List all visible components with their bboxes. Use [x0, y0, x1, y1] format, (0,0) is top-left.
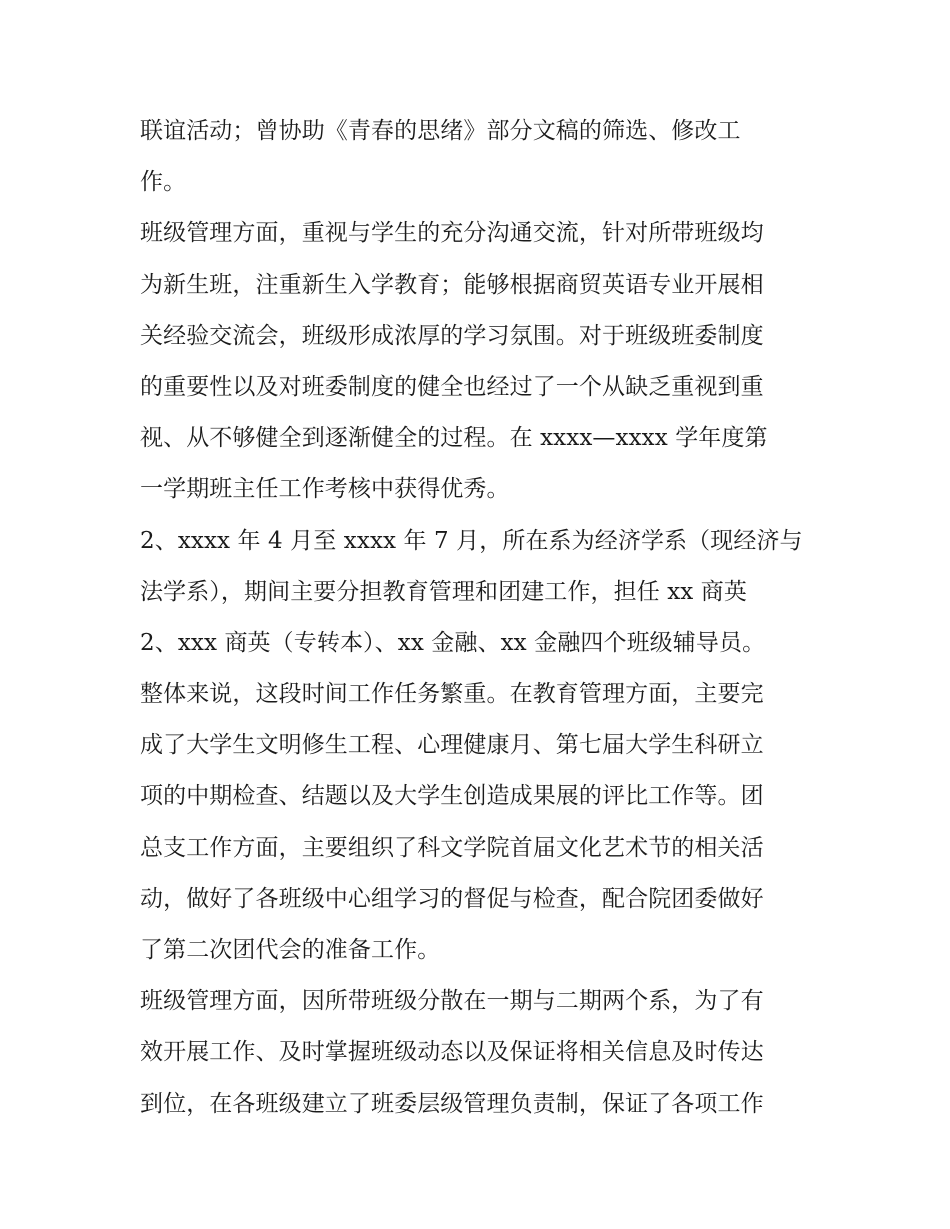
text-line: 项的中期检查、结题以及大学生创造成果展的评比工作等。团 [140, 783, 764, 810]
text-line: 的重要性以及对班委制度的健全也经过了一个从缺乏重视到重 [140, 373, 764, 400]
text-line: 班级管理方面，重视与学生的充分沟通交流，针对所带班级均 [140, 220, 764, 247]
text-line: 法学系），期间主要分担教育管理和团建工作，担任 xx 商英 [140, 578, 747, 605]
text-line: 2、xxxx 年 4 月至 xxxx 年 7 月，所在系为经济学系（现经济与 [140, 527, 803, 554]
document-body [140, 106, 816, 1130]
text-line: 到位，在各班级建立了班委层级管理负责制，保证了各项工作 [140, 1090, 764, 1117]
text-line: 作。 [140, 169, 187, 196]
text-line: 成了大学生文明修生工程、心理健康月、第七届大学生科研立 [140, 732, 764, 759]
text-line: 联谊活动；曾协助《青春的思绪》部分文稿的筛选、修改工 [140, 118, 741, 144]
text-line: 视、从不够健全到逐渐健全的过程。在 xxxx—xxxx 学年度第 [140, 425, 768, 452]
text-line: 关经验交流会，班级形成浓厚的学习氛围。对于班级班委制度 [140, 322, 764, 349]
text-line: 效开展工作、及时掌握班级动态以及保证将相关信息及时传达 [140, 1039, 764, 1066]
text-line: 总支工作方面，主要组织了科文学院首届文化艺术节的相关活 [140, 834, 764, 861]
text-line: 整体来说，这段时间工作任务繁重。在教育管理方面，主要完 [140, 681, 764, 708]
text-line: 一学期班主任工作考核中获得优秀。 [140, 476, 510, 503]
text-line: 为新生班，注重新生入学教育；能够根据商贸英语专业开展相 [140, 271, 764, 298]
text-line: 2、xxx 商英（专转本）、xx 金融、xx 金融四个班级辅导员。 [140, 629, 766, 656]
text-line: 班级管理方面，因所带班级分散在一期与二期两个系，为了有 [140, 988, 764, 1015]
text-line: 动，做好了各班级中心组学习的督促与检查，配合院团委做好 [140, 885, 764, 912]
text-line: 了第二次团代会的准备工作。 [140, 937, 441, 963]
